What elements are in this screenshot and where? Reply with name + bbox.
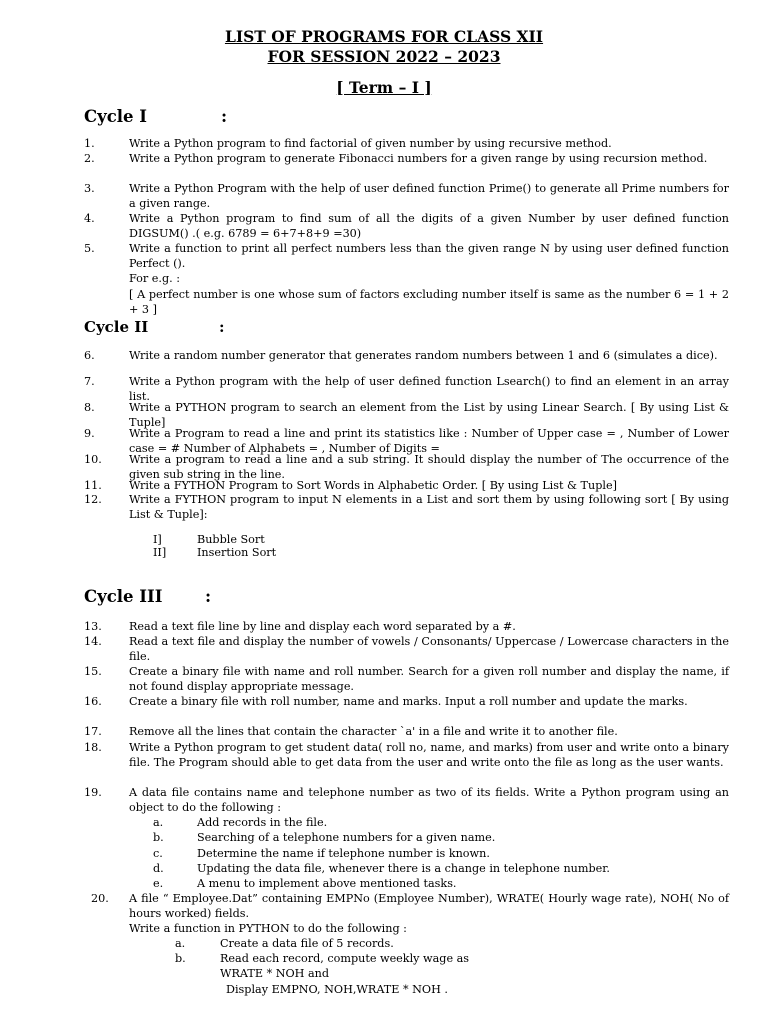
program-text: A data file contains name and telephone number as two of its fields. Write a Python program using an object to do the following :: [129, 786, 729, 815]
program-item: [84, 136, 729, 151]
program-text: Write a Python Program with the help of user defined function Prime() to generate all Prime numbers for a given range.: [129, 182, 729, 211]
program-item: [84, 241, 729, 317]
program-number: 13.: [84, 620, 102, 633]
program-number: 11.: [84, 479, 102, 492]
subitem-text: Updating the data file, whenever there is a change in telephone number.: [197, 862, 610, 875]
subitem-text: A menu to implement above mentioned tasks.: [197, 877, 457, 890]
subitem-text: Read each record, compute weekly wage as: [220, 952, 470, 965]
cycle-title: Cycle II: [84, 318, 149, 336]
program-text: Write a function to print all perfect numbers less than the given range N by using user defined function Perfect ().: [129, 242, 729, 271]
program-number: 10.: [84, 453, 102, 466]
program-number: 18.: [84, 741, 102, 754]
program-item: [84, 348, 729, 363]
sort-option-label: II]: [153, 546, 167, 559]
program-item: [84, 492, 729, 522]
program-number: 3.: [84, 182, 95, 195]
cycle-colon: :: [219, 318, 225, 336]
cycle-title: Cycle III: [84, 587, 163, 606]
program-item: [84, 151, 729, 166]
program-example-text: [ A perfect number is one whose sum of factors excluding number itself is same as the number 6 = 1 + 2 + 3 ]: [129, 287, 729, 316]
program-number: 19.: [84, 786, 102, 799]
program-item: [84, 785, 729, 815]
program-example-label: For e.g. :: [129, 272, 181, 286]
program-text: Write a Python program to find factorial of given number by using recursive method.: [129, 137, 612, 150]
program-item: [84, 740, 729, 770]
program-text: Remove all the lines that contain the character `a' in a file and write it to another file.: [129, 725, 618, 738]
cycle-heading: [84, 587, 212, 607]
program-item: [84, 724, 729, 739]
program-text: Write a random number generator that generates random numbers between 1 and 6 (simulates a dice).: [129, 349, 718, 362]
cycle-heading: [84, 107, 228, 127]
program-number: 20.: [91, 892, 109, 905]
program-text: Read a text file and display the number of vowels / Consonants/ Uppercase / Lowercase characters in the file.: [129, 635, 729, 664]
cycle-title: Cycle I: [84, 107, 147, 126]
program-item: [84, 211, 729, 241]
document-title: LIST OF PROGRAMS FOR CLASS XII: [224, 27, 544, 46]
cycle-colon: :: [205, 587, 212, 606]
program-number: 7.: [84, 375, 95, 388]
cycle-heading: [84, 318, 225, 336]
subitem-label: e.: [153, 877, 164, 890]
program-number: 5.: [84, 242, 95, 255]
program-function-heading: Write a function in PYTHON to do the following :: [129, 922, 407, 936]
subitem-label: a.: [153, 816, 164, 829]
program-item: [84, 478, 729, 493]
program-text: Write a FYTHON program to input N elements in a List and sort them by using following sort [ By using List & Tuple]:: [129, 493, 729, 522]
program-text: Write a program to read a line and a sub string. It should display the number of The occurrence of the given sub string in the line.: [129, 453, 729, 482]
program-text: Write a Python program to generate Fibonacci numbers for a given range by using recursion method.: [129, 152, 708, 165]
program-text: Write a FYTHON Program to Sort Words in Alphabetic Order. [ By using List & Tuple]: [129, 479, 617, 492]
program-number: 9.: [84, 427, 95, 440]
subitem-label: d.: [153, 862, 164, 875]
program-item: [84, 694, 729, 709]
program-number: 4.: [84, 212, 95, 225]
display-instruction-text: Display EMPNO, NOH,WRATE * NOH .: [226, 983, 448, 996]
program-text: Write a Python program to get student data( roll no, name, and marks) from user and write onto a binary file. The Program should able to get data from the user and write onto the file as long as the user wants.: [129, 741, 729, 770]
program-text: A file “ Employee.Dat” containing EMPNo (Employee Number), WRATE( Hourly wage rate), NOH( No of hours worked) fields.: [129, 892, 729, 921]
program-text: Write a Python program with the help of user defined function Lsearch() to find an element in an array list.: [129, 375, 729, 404]
program-text: Create a binary file with roll number, name and marks. Input a roll number and update the marks.: [129, 695, 688, 708]
subitem-label: b.: [175, 952, 186, 965]
session-title: FOR SESSION 2022 – 2023: [267, 47, 501, 66]
term-title: [ Term – I ]: [336, 78, 432, 97]
program-number: 2.: [84, 152, 95, 165]
program-item: [84, 891, 729, 937]
program-number: 17.: [84, 725, 102, 738]
subitem-label: b.: [153, 831, 164, 844]
program-number: 16.: [84, 695, 102, 708]
sort-option-text: Bubble Sort: [197, 533, 265, 546]
sort-option-text: Insertion Sort: [197, 546, 277, 559]
program-text: Write a Python program to find sum of all the digits of a given Number by user defined function DIGSUM() .( e.g. 6789 = 6+7+8+9 =30): [129, 212, 729, 241]
program-item: [84, 664, 729, 694]
program-number: 12.: [84, 493, 102, 506]
program-item: [84, 181, 729, 211]
subitem-text: Determine the name if telephone number is known.: [197, 847, 490, 860]
program-item: [84, 619, 729, 634]
sort-option-label: I]: [153, 533, 162, 546]
program-text: Write a PYTHON program to search an element from the List by using Linear Search. [ By using List & Tuple]: [129, 401, 729, 430]
wage-formula-text: WRATE * NOH and: [220, 967, 330, 980]
program-text: Write a Program to read a line and print its statistics like : Number of Upper case = , Number of Lower case = # Number of Alphabets = , Number of Digits =: [129, 427, 729, 456]
program-number: 15.: [84, 665, 102, 678]
program-text: Read a text file line by line and display each word separated by a #.: [129, 620, 516, 633]
subitem-label: a.: [175, 937, 186, 950]
subitem-text: Searching of a telephone numbers for a given name.: [197, 831, 496, 844]
program-text: Create a binary file with name and roll number. Search for a given roll number and display the name, if not found display appropriate message.: [129, 665, 729, 694]
program-number: 6.: [84, 349, 95, 362]
subitem-text: Add records in the file.: [197, 816, 328, 829]
cycle-colon: :: [221, 107, 228, 126]
subitem-text: Create a data file of 5 records.: [220, 937, 394, 950]
program-number: 14.: [84, 635, 102, 648]
subitem-label: c.: [153, 847, 163, 860]
program-item: [84, 634, 729, 664]
program-number: 1.: [84, 137, 95, 150]
program-number: 8.: [84, 401, 95, 414]
